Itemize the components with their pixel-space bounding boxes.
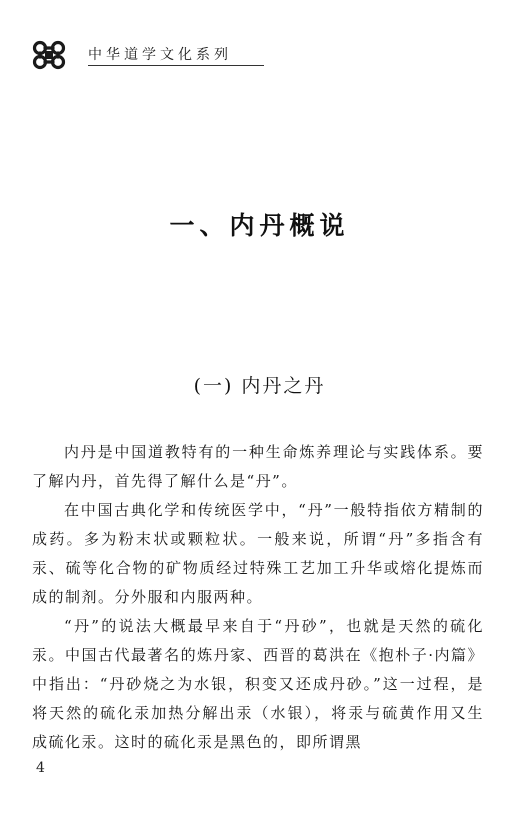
header-rule (88, 65, 264, 66)
section-title: (一) 内丹之丹 (193, 375, 326, 397)
running-header (32, 40, 232, 70)
cloud-knot-emblem-icon (32, 40, 66, 70)
chapter-title: 一、内丹概说 (169, 211, 350, 240)
paragraph: 内丹是中国道教特有的一种生命炼养理论与实践体系。要了解内丹，首先得了解什么是“丹”。 (32, 443, 484, 490)
paragraph: “丹”的说法大概最早来自于“丹砂”，也就是天然的硫化汞。中国古代最著名的炼丹家、西晋的葛洪在《抱朴子·内篇》中指出：“丹砂烧之为水银，积变又还成丹砂。”这一过程，是将天然的硫化汞加热分解出汞（水银），将汞与硫黄作用又生成硫化汞。这时的硫化汞是黑色的，即所谓黑 (32, 617, 484, 751)
body-text (32, 438, 484, 757)
series-title: 中华道学文化系列 (88, 47, 232, 63)
paragraph: 在中国古典化学和传统医学中，“丹”一般特指依方精制的成药。多为粉末状或颗粒状。一般来说，所谓“丹”多指含有汞、硫等化合物的矿物质经过特殊工艺加工升华或熔化提炼而成的制剂。分外服和内服两种。 (32, 501, 484, 606)
page-number: 4 (36, 760, 45, 776)
